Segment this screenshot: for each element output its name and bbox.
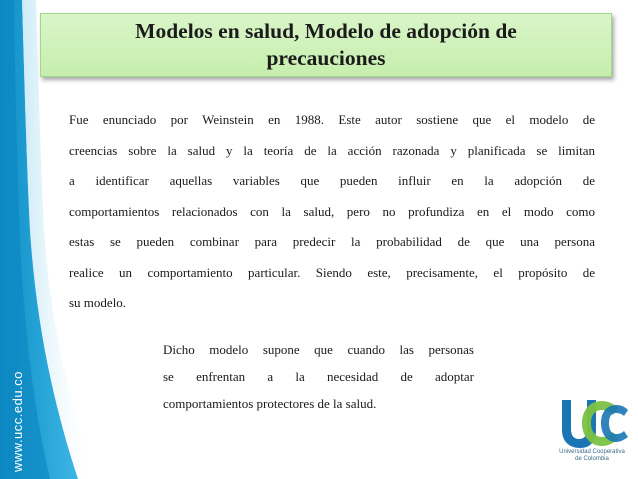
title-line-1: Modelos en salud, Modelo de adopción de <box>135 19 517 43</box>
sidebar-url: www.ucc.edu.co <box>10 371 25 472</box>
paragraph-line: su modelo. <box>69 295 127 310</box>
quote-line: Dicho modelo supone que cuando las personas <box>163 342 474 357</box>
logo-caption <box>552 449 632 463</box>
paragraph-line: comportamientos relacionados con la salud, pero no profundiza en el modo como <box>69 203 595 219</box>
title-line-2: precauciones <box>266 46 386 70</box>
quote-line: comportamientos protectores de la salud. <box>163 396 377 411</box>
quote-paragraph <box>163 336 474 417</box>
paragraph-line: Fue enunciado por Weinstein en 1988. Este autor sostiene que el modelo de <box>69 112 595 127</box>
paragraph-line: a identificar aquellas variables que pueden influir en la adopción de <box>69 173 595 188</box>
quote-line: se enfrentan a la necesidad de adoptar <box>163 369 474 384</box>
title-banner <box>40 13 612 77</box>
logo-caption-line-1: Universidad Cooperativa <box>559 449 625 455</box>
paragraph-line: estas se pueden combinar para predecir la probabilidad de que una persona <box>69 234 595 249</box>
main-paragraph <box>69 105 595 319</box>
paragraph-line: creencias sobre la salud y la teoría de la acción razonada y planificada se limitan <box>69 142 595 158</box>
logo-caption-line-2: de Colombia <box>575 456 609 462</box>
paragraph-line: realice un comportamiento particular. Siendo este, precisamente, el propósito de <box>69 264 595 280</box>
